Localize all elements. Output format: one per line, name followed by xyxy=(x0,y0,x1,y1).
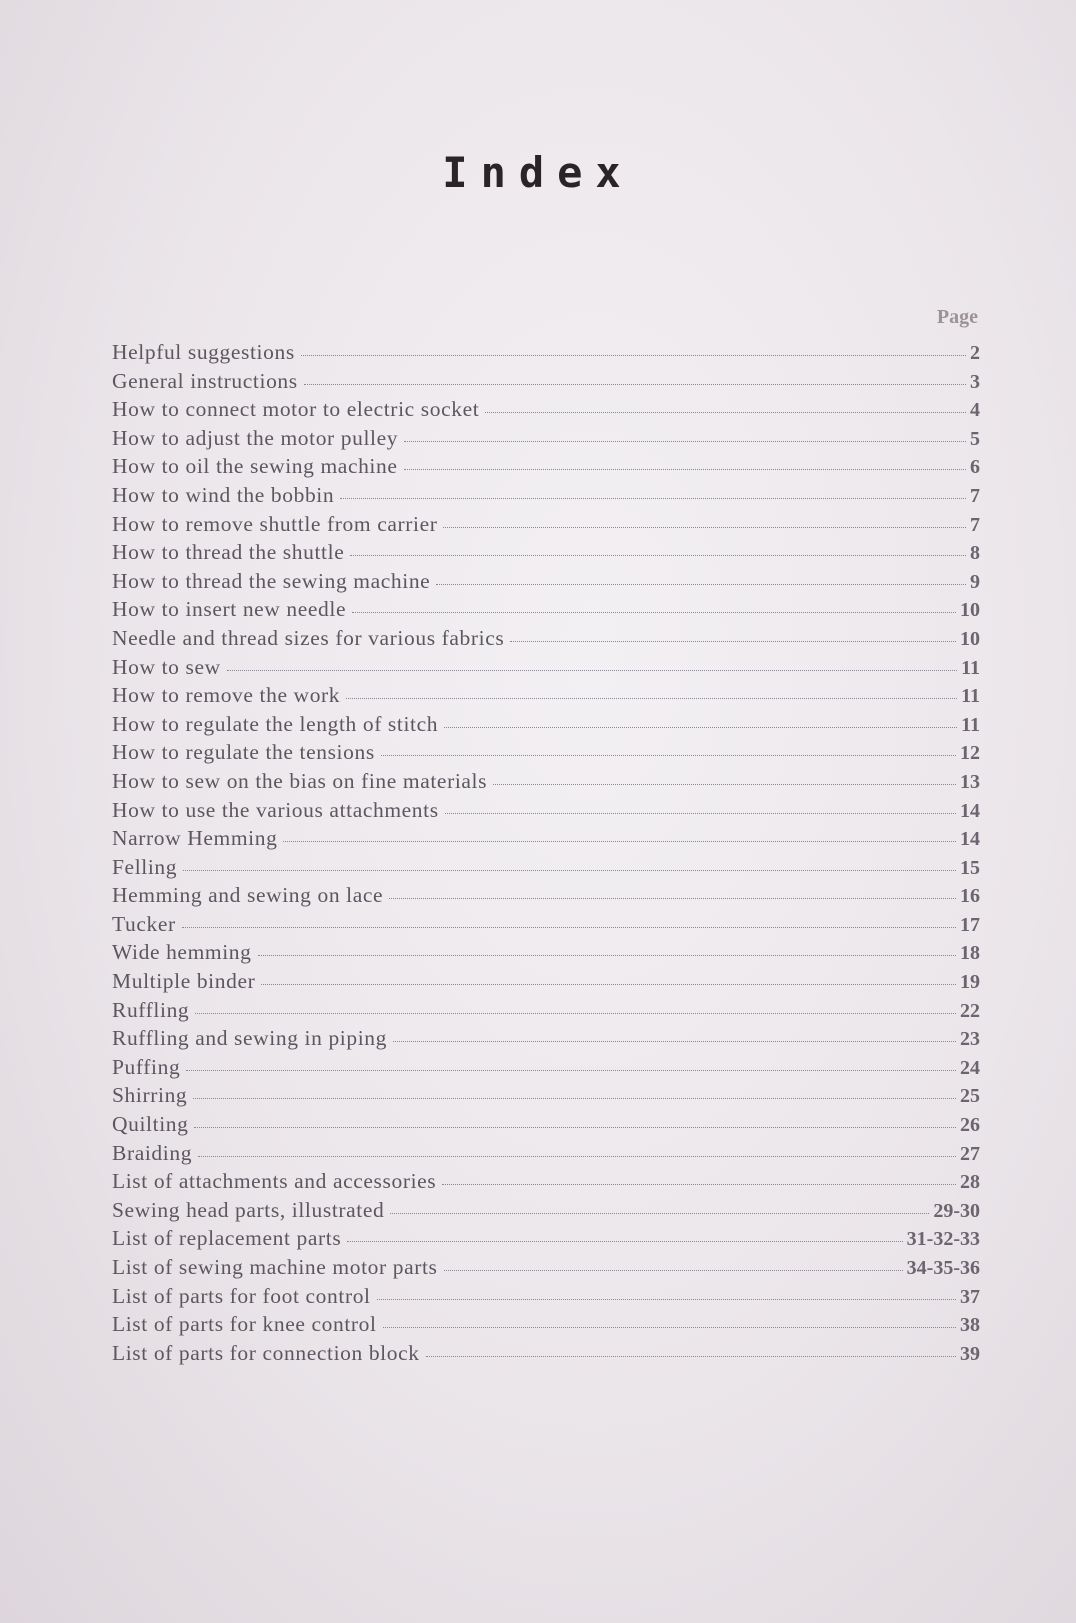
dot-leader xyxy=(347,1240,902,1242)
entry-page-number: 26 xyxy=(960,1114,980,1137)
entry-page-number: 2 xyxy=(970,342,980,364)
dot-leader xyxy=(198,1155,956,1157)
dot-leader xyxy=(445,812,956,814)
index-entry xyxy=(112,597,980,626)
entry-page-number: 17 xyxy=(960,913,980,936)
entry-page-number: 29-30 xyxy=(933,1199,980,1222)
index-entry xyxy=(112,940,980,969)
entry-label: How to use the various attachments xyxy=(112,797,439,822)
entry-label: List of parts for foot control xyxy=(112,1283,371,1308)
index-entry xyxy=(112,1255,980,1284)
dot-leader xyxy=(258,954,957,956)
entry-label: How to remove the work xyxy=(112,683,341,708)
index-entry xyxy=(112,1341,980,1370)
index-list xyxy=(112,340,980,1369)
dot-leader xyxy=(404,440,966,442)
index-entry xyxy=(112,998,980,1027)
index-entry xyxy=(112,340,980,369)
dot-leader xyxy=(183,869,956,871)
entry-page-number: 9 xyxy=(970,570,980,593)
page-title: Index xyxy=(442,148,634,197)
entry-label: How to remove shuttle from carrier xyxy=(112,511,438,536)
entry-label: General instructions xyxy=(112,368,298,393)
index-entry xyxy=(112,1198,980,1227)
entry-page-number: 7 xyxy=(970,513,980,536)
index-entry xyxy=(112,712,980,741)
dot-leader xyxy=(444,726,957,728)
entry-label: How to thread the sewing machine xyxy=(112,568,431,593)
index-entry xyxy=(112,740,980,769)
entry-label: List of parts for connection block xyxy=(112,1340,420,1365)
index-entry xyxy=(112,826,980,855)
dot-leader xyxy=(510,640,956,642)
index-entry xyxy=(112,1112,980,1141)
entry-label: List of sewing machine motor parts xyxy=(112,1255,438,1279)
entry-label: Multiple binder xyxy=(112,969,256,994)
entry-page-number: 39 xyxy=(960,1342,980,1365)
index-entry xyxy=(112,1141,980,1170)
entry-page-number: 18 xyxy=(960,942,980,965)
entry-page-number: 7 xyxy=(970,484,980,507)
index-entry xyxy=(112,1026,980,1055)
dot-leader xyxy=(301,354,966,356)
dot-leader xyxy=(389,897,956,899)
index-entry xyxy=(112,683,980,712)
entry-label: Felling xyxy=(112,854,178,879)
dot-leader xyxy=(443,526,966,528)
entry-label: Ruffling xyxy=(112,997,190,1022)
entry-page-number: 11 xyxy=(961,656,980,679)
entry-page-number: 34-35-36 xyxy=(906,1257,980,1279)
index-entry xyxy=(112,1226,980,1255)
entry-label: List of parts for knee control xyxy=(112,1312,377,1337)
entry-page-number: 8 xyxy=(970,542,980,565)
dot-leader xyxy=(350,554,966,556)
dot-leader xyxy=(485,411,966,413)
entry-label: How to wind the bobbin xyxy=(112,482,335,507)
entry-label: List of replacement parts xyxy=(112,1226,342,1251)
index-entry xyxy=(112,1055,980,1084)
entry-label: How to thread the shuttle xyxy=(112,540,345,565)
entry-page-number: 24 xyxy=(960,1056,980,1079)
dot-leader xyxy=(444,1269,903,1271)
entry-page-number: 11 xyxy=(961,713,980,736)
index-entry xyxy=(112,483,980,512)
entry-label: Narrow Hemming xyxy=(112,826,278,851)
entry-page-number: 6 xyxy=(970,456,980,479)
index-entry xyxy=(112,855,980,884)
index-entry xyxy=(112,454,980,483)
index-entry xyxy=(112,397,980,426)
dot-leader xyxy=(283,840,956,842)
index-entry xyxy=(112,540,980,569)
entry-label: How to connect motor to electric socket xyxy=(112,397,480,422)
dot-leader xyxy=(377,1298,956,1300)
dot-leader xyxy=(261,983,956,985)
dot-leader xyxy=(493,783,956,785)
index-entry xyxy=(112,569,980,598)
entry-label: Braiding xyxy=(112,1140,193,1165)
entry-label: Hemming and sewing on lace xyxy=(112,883,384,908)
dot-leader xyxy=(404,468,967,470)
index-entry xyxy=(112,1169,980,1198)
dot-leader xyxy=(186,1069,956,1071)
dot-leader xyxy=(346,697,957,699)
entry-label: How to insert new needle xyxy=(112,597,347,622)
entry-label: Helpful suggestions xyxy=(112,340,295,364)
entry-page-number: 28 xyxy=(960,1171,980,1194)
entry-label: Tucker xyxy=(112,911,176,936)
entry-page-number: 23 xyxy=(960,1028,980,1051)
dot-leader xyxy=(227,669,957,671)
dot-leader xyxy=(426,1355,956,1357)
dot-leader xyxy=(194,1126,956,1128)
dot-leader xyxy=(393,1040,956,1042)
index-entry xyxy=(112,655,980,684)
index-entry xyxy=(112,798,980,827)
index-entry xyxy=(112,912,980,941)
entry-label: Shirring xyxy=(112,1083,188,1108)
dot-leader xyxy=(390,1212,929,1214)
index-entry xyxy=(112,369,980,398)
entry-page-number: 22 xyxy=(960,999,980,1022)
entry-page-number: 4 xyxy=(970,399,980,422)
page-column-header: Page xyxy=(936,306,978,328)
index-entry xyxy=(112,1083,980,1112)
entry-label: List of attachments and accessories xyxy=(112,1169,437,1194)
index-entry xyxy=(112,512,980,541)
entry-page-number: 14 xyxy=(960,828,980,851)
entry-label: How to adjust the motor pulley xyxy=(112,425,399,450)
entry-page-number: 3 xyxy=(970,370,980,393)
dot-leader xyxy=(304,383,966,385)
entry-label: Needle and thread sizes for various fabrics xyxy=(112,625,505,650)
entry-label: Wide hemming xyxy=(112,940,252,965)
dot-leader xyxy=(193,1097,956,1099)
entry-label: Quilting xyxy=(112,1112,189,1137)
entry-page-number: 16 xyxy=(960,885,980,908)
entry-label: How to regulate the length of stitch xyxy=(112,711,439,736)
entry-label: How to sew xyxy=(112,654,221,679)
entry-page-number: 19 xyxy=(960,971,980,994)
dot-leader xyxy=(383,1326,956,1328)
dot-leader xyxy=(340,497,966,499)
dot-leader xyxy=(182,926,956,928)
entry-label: Ruffling and sewing in piping xyxy=(112,1026,387,1051)
entry-label: How to sew on the bias on fine materials xyxy=(112,768,488,793)
index-entry xyxy=(112,426,980,455)
index-entry xyxy=(112,969,980,998)
entry-page-number: 37 xyxy=(960,1285,980,1308)
index-entry xyxy=(112,1284,980,1313)
dot-leader xyxy=(195,1012,956,1014)
entry-page-number: 31-32-33 xyxy=(906,1228,980,1251)
entry-label: How to regulate the tensions xyxy=(112,740,375,765)
entry-page-number: 14 xyxy=(960,799,980,822)
entry-page-number: 11 xyxy=(961,685,980,708)
dot-leader xyxy=(352,611,956,613)
entry-label: Puffing xyxy=(112,1054,181,1079)
index-entry xyxy=(112,769,980,798)
dot-leader xyxy=(381,754,956,756)
entry-page-number: 5 xyxy=(970,427,980,450)
entry-page-number: 12 xyxy=(960,742,980,765)
entry-page-number: 10 xyxy=(960,599,980,622)
entry-page-number: 15 xyxy=(960,856,980,879)
dot-leader xyxy=(436,583,966,585)
entry-label: How to oil the sewing machine xyxy=(112,454,398,479)
entry-page-number: 13 xyxy=(960,770,980,793)
dot-leader xyxy=(442,1183,956,1185)
entry-page-number: 25 xyxy=(960,1085,980,1108)
index-entry xyxy=(112,883,980,912)
entry-page-number: 27 xyxy=(960,1142,980,1165)
entry-label: Sewing head parts, illustrated xyxy=(112,1197,385,1222)
entry-page-number: 10 xyxy=(960,627,980,650)
index-entry xyxy=(112,1312,980,1341)
entry-page-number: 38 xyxy=(960,1314,980,1337)
index-entry xyxy=(112,626,980,655)
